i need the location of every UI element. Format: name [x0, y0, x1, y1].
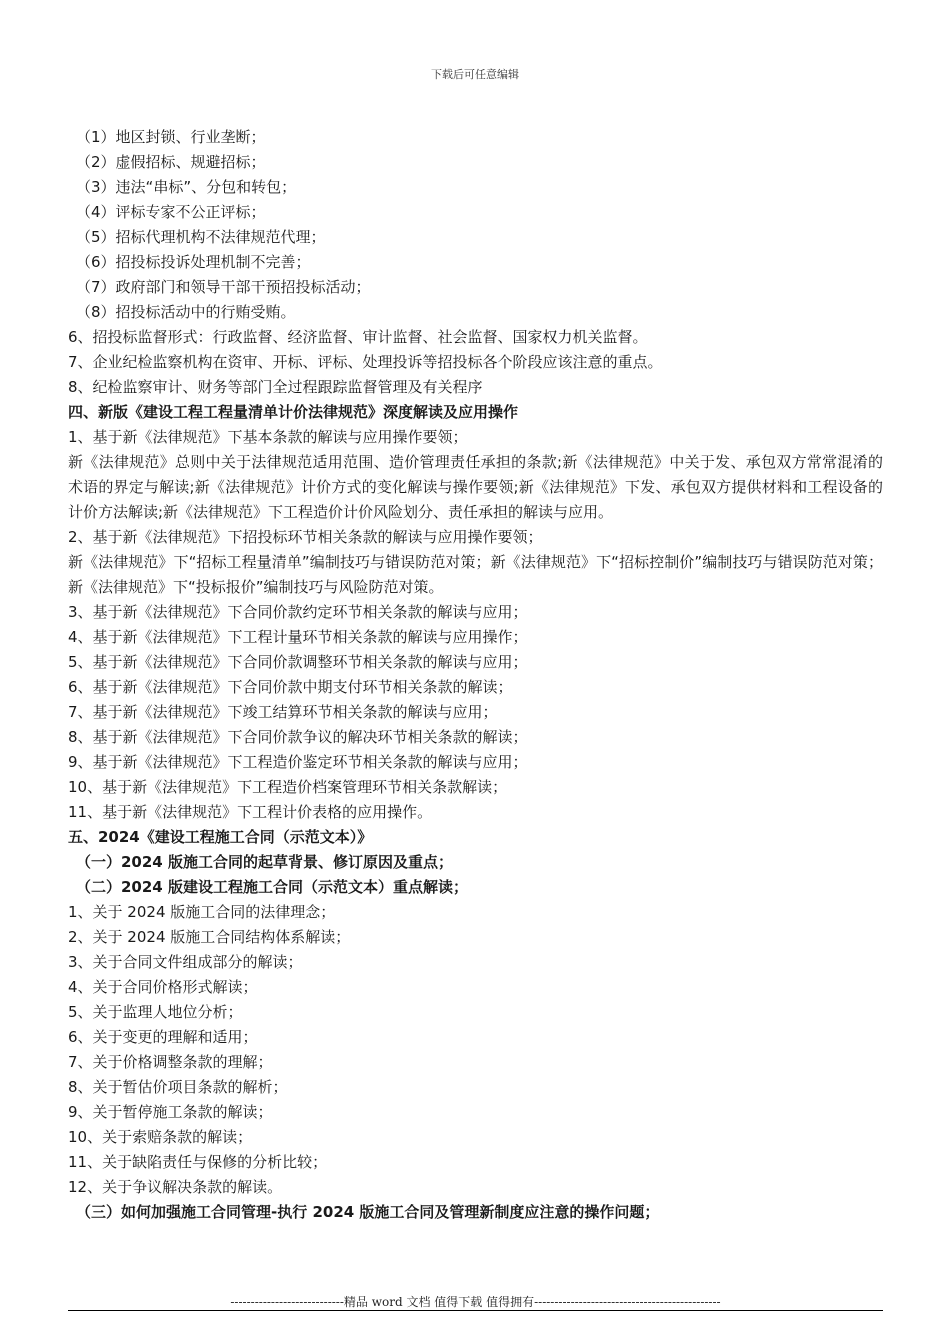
list-item: （8）招投标活动中的行贿受贿。 [76, 303, 296, 321]
document-body [68, 125, 883, 1225]
body-paragraph: 新《法律规范》总则中关于法律规范适用范围、造价管理责任承担的条款;新《法律规范》中关于发、承包双方常常混淆的术语的界定与解读;新《法律规范》计价方式的变化解读与操作要领;新《法律规范》下发、承包双方提供材料和工程设备的计价方法解读;新《法律规范》下工程造价计价风险划分、责任承担的解读与应用。 [68, 453, 883, 521]
list-item: 6、基于新《法律规范》下合同价款中期支付环节相关条款的解读； [68, 678, 513, 696]
list-item: （2）虚假招标、规避招标； [76, 153, 266, 171]
list-item: 12、关于争议解决条款的解读。 [68, 1178, 283, 1196]
list-item: 10、基于新《法律规范》下工程造价档案管理环节相关条款解读； [68, 778, 508, 796]
section-heading: 四、新版《建设工程工程量清单计价法律规范》深度解读及应用操作 [68, 403, 519, 421]
page-header: 下载后可任意编辑 [431, 68, 519, 81]
list-item: 4、基于新《法律规范》下工程计量环节相关条款的解读与应用操作； [68, 628, 528, 646]
list-item: 3、关于合同文件组成部分的解读； [68, 953, 303, 971]
page-footer: ----------------------------精品 word 文档 值得下载 值得拥有---------------------------------------------- [230, 1295, 721, 1309]
list-item: 7、基于新《法律规范》下竣工结算环节相关条款的解读与应用； [68, 703, 498, 721]
list-item: 9、关于暂停施工条款的解读； [68, 1103, 273, 1121]
section-heading: 五、2024《建设工程施工合同（示范文本）》 [68, 828, 373, 846]
list-item: （4）评标专家不公正评标； [76, 203, 266, 221]
list-item: 6、招投标监督形式：行政监督、经济监督、审计监督、社会监督、国家权力机关监督。 [68, 328, 648, 346]
list-item: 8、关于暂估价项目条款的解析； [68, 1078, 288, 1096]
list-item: （7）政府部门和领导干部干预招投标活动； [76, 278, 371, 296]
list-item: （5）招标代理机构不法律规范代理； [76, 228, 326, 246]
list-item: 3、基于新《法律规范》下合同价款约定环节相关条款的解读与应用； [68, 603, 528, 621]
body-paragraph: 新《法律规范》下“招标工程量清单”编制技巧与错误防范对策；新《法律规范》下“招标控制价”编制技巧与错误防范对策；新《法律规范》下“投标报价”编制技巧与风险防范对策。 [68, 553, 883, 596]
list-item: 1、基于新《法律规范》下基本条款的解读与应用操作要领； [68, 428, 468, 446]
list-item: 9、基于新《法律规范》下工程造价鉴定环节相关条款的解读与应用； [68, 753, 528, 771]
subsection-heading: （三）如何加强施工合同管理-执行 2024 版施工合同及管理新制度应注意的操作问题； [76, 1203, 660, 1221]
list-item: 5、关于监理人地位分析； [68, 1003, 243, 1021]
list-item: 2、基于新《法律规范》下招投标环节相关条款的解读与应用操作要领； [68, 528, 543, 546]
list-item: 8、基于新《法律规范》下合同价款争议的解决环节相关条款的解读； [68, 728, 528, 746]
list-item: （3）违法“串标”、分包和转包； [76, 178, 297, 196]
subsection-heading: （二）2024 版建设工程施工合同（示范文本）重点解读； [76, 878, 468, 896]
list-item: 11、基于新《法律规范》下工程计价表格的应用操作。 [68, 803, 433, 821]
list-item: 2、关于 2024 版施工合同结构体系解读； [68, 928, 351, 946]
list-item: 7、企业纪检监察机构在资审、开标、评标、处理投诉等招投标各个阶段应该注意的重点。 [68, 353, 663, 371]
list-item: 10、关于索赔条款的解读； [68, 1128, 253, 1146]
list-item: 7、关于价格调整条款的理解； [68, 1053, 273, 1071]
list-item: 4、关于合同价格形式解读； [68, 978, 258, 996]
footer-rule [68, 1310, 883, 1311]
subsection-heading: （一）2024 版施工合同的起草背景、修订原因及重点； [76, 853, 453, 871]
list-item: （6）招投标投诉处理机制不完善； [76, 253, 311, 271]
list-item: 8、纪检监察审计、财务等部门全过程跟踪监督管理及有关程序 [68, 378, 483, 396]
list-item: 1、关于 2024 版施工合同的法律理念； [68, 903, 336, 921]
list-item: （1）地区封锁、行业垄断； [76, 128, 266, 146]
list-item: 6、关于变更的理解和适用； [68, 1028, 258, 1046]
list-item: 5、基于新《法律规范》下合同价款调整环节相关条款的解读与应用； [68, 653, 528, 671]
list-item: 11、关于缺陷责任与保修的分析比较； [68, 1153, 328, 1171]
